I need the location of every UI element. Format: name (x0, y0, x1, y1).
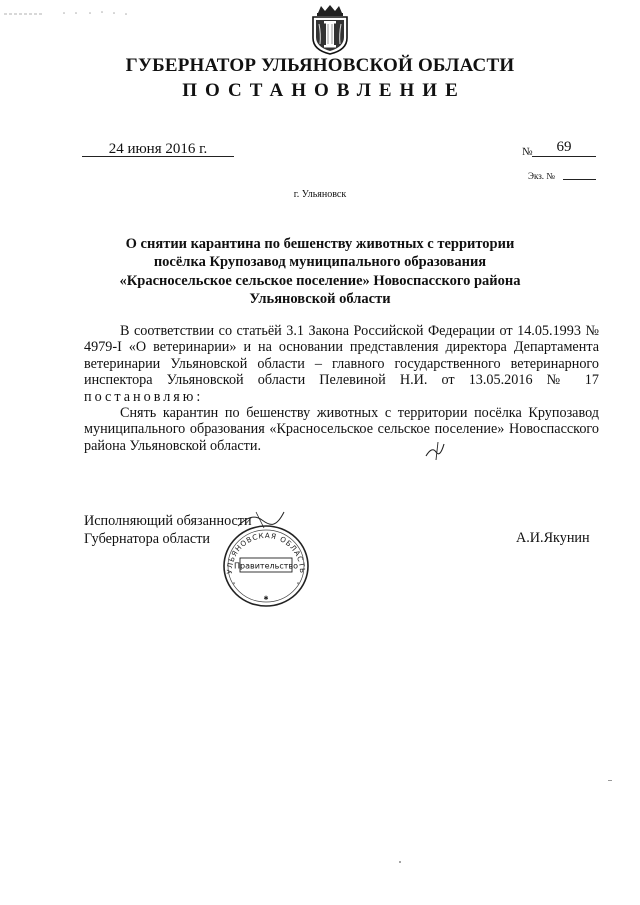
organization-title: ГУБЕРНАТОР УЛЬЯНОВСКОЙ ОБЛАСТИ (125, 55, 515, 76)
seal-ring-text: УЛЬЯНОВСКАЯ ОБЛАСТЬ (224, 530, 308, 575)
title-line: Ульяновской области (249, 290, 391, 307)
copy-number-label: Экз. № (528, 171, 555, 181)
document-number: 69 (556, 139, 572, 155)
seal-star-icon: * (296, 582, 300, 588)
official-seal-icon (218, 520, 314, 610)
scan-speck (398, 860, 402, 864)
number-label: № (522, 146, 533, 158)
title-line: посёлка Крупозавод муниципального образования (153, 254, 487, 271)
copy-number-underline (563, 179, 596, 180)
signatory-position-line: Исполняющий обязанности (84, 513, 252, 529)
number-underline (532, 156, 596, 157)
document-type-title: ПОСТАНОВЛЕНИЕ (182, 80, 466, 101)
seal-star-icon: ✱ (263, 595, 269, 602)
title-line: О снятии карантина по бешенству животных с территории (125, 236, 515, 252)
preamble-text: В соответствии со статьёй 3.1 Закона Российской Федерации от 14.05.1993 № 4979-I «О ветеринарии» и на основании представления директора Департамента ветеринарии Ульяновской области – главного государственного ветеринарного инспектора Ульяновской области Пелевиной Н.И. от 13.05.2016 № 17 (84, 323, 599, 389)
document-city: г. Ульяновск (293, 189, 347, 200)
scan-noise (4, 8, 134, 18)
seal-center-text: Правительство (234, 561, 298, 571)
document-title (110, 235, 530, 308)
date-underline (82, 156, 234, 157)
signatory-name: А.И.Якунин (516, 530, 590, 546)
preamble-paragraph (84, 323, 599, 405)
document-date: 24 июня 2016 г. (108, 141, 208, 157)
document-body (84, 323, 599, 454)
coat-of-arms-icon (305, 4, 355, 56)
signatory-position-line: Губернатора области (84, 530, 210, 547)
scan-speck (608, 780, 612, 782)
signature-stroke (236, 508, 286, 532)
title-line: «Красносельское сельское поселение» Новоспасского района (119, 272, 521, 289)
initials-mark (424, 440, 446, 462)
decree-word: постановляю: (84, 388, 204, 405)
seal-star-icon: * (232, 582, 236, 588)
resolution-paragraph: Снять карантин по бешенству животных с территории посёлка Крупозавод муниципального образования «Красносельское сельское поселение» Новоспасского района Ульяновской области. (84, 405, 599, 454)
